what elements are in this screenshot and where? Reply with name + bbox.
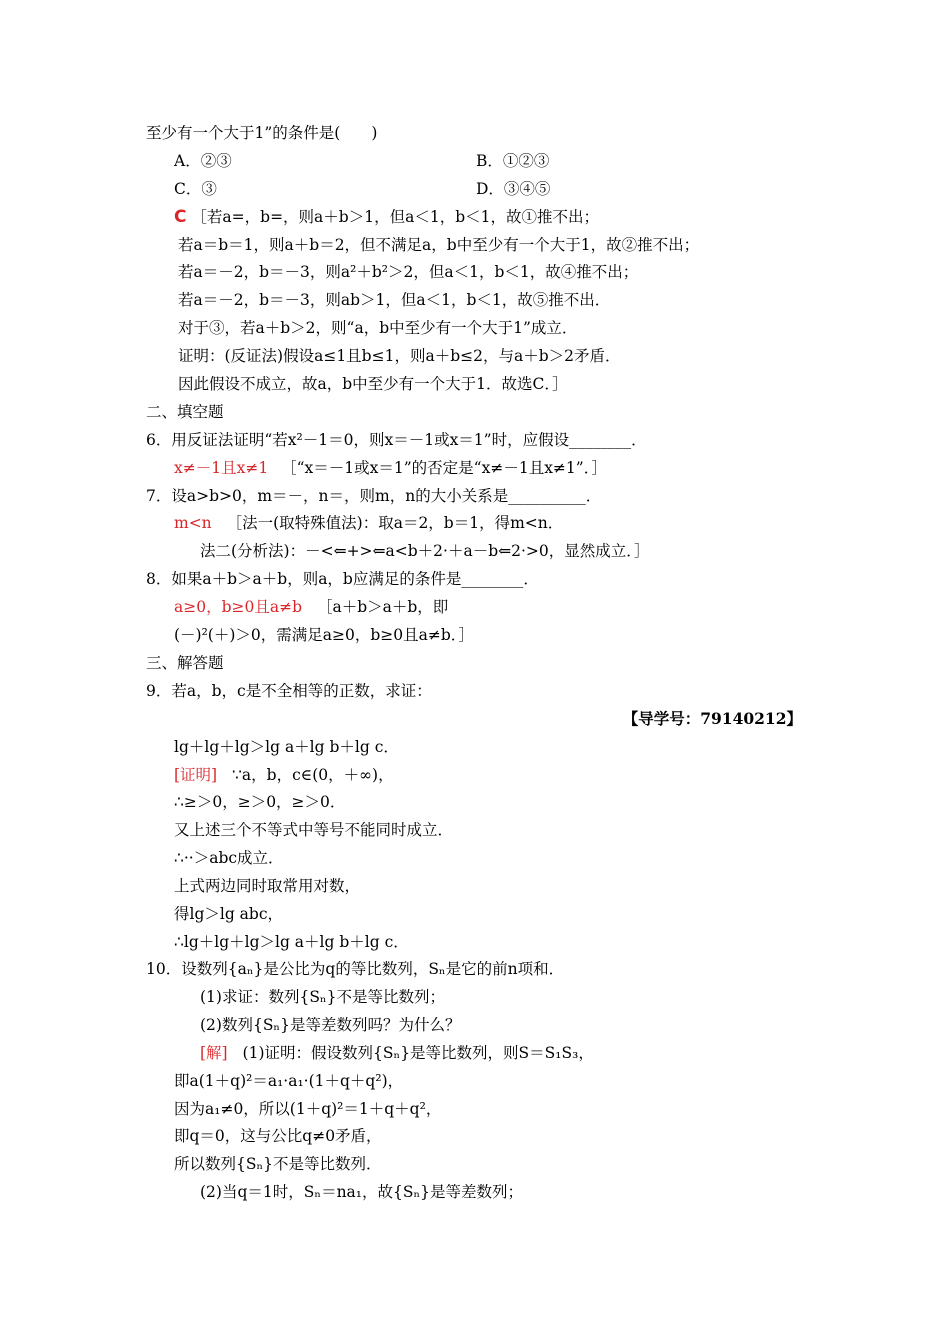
question-7: 7．设a>b>0，m＝－，n＝，则m，n的大小关系是__________． [146, 487, 602, 505]
solution-10-line-3: 因为a₁≠0，所以(1＋q)²＝1＋q＋q²， [174, 1100, 442, 1118]
proof-9-line-5: 上式两边同时取常用对数， [174, 877, 361, 895]
proof-9-line-4: ∴··＞abc成立． [174, 849, 284, 867]
proof-9-line-2: ∴≥＞0，≥＞0，≥＞0． [174, 793, 346, 811]
answer-5-line-2: 若a＝b＝1，则a＋b＝2，但不满足a，b中至少有一个大于1，故②推不出； [178, 236, 700, 254]
proof-9-line-6: 得lg＞lg abc， [174, 905, 284, 923]
answer-5-line-6: 证明：(反证法)假设a≤1且b≤1，则a＋b≤2，与a＋b＞2矛盾． [178, 347, 621, 365]
solution-10-line-1 [200, 1043, 594, 1063]
solution-10-line-4: 即q＝0，这与公比q≠0矛盾， [174, 1127, 382, 1145]
answer-5-line-1 [174, 207, 599, 227]
section-fill-in-heading: 二、填空题 [146, 403, 224, 421]
answer-5-line-4: 若a＝－2，b＝－3，则ab＞1，但a＜1，b＜1，故⑤推不出． [178, 291, 611, 309]
proof-9-line-7: ∴lg＋lg＋lg＞lg a＋lg b＋lg c． [174, 933, 409, 951]
guide-number: 【导学号：79140212】 [622, 709, 802, 728]
answer-8-explain: ［a＋b＞a＋b，即 [316, 598, 449, 616]
proof-label: [证明] [174, 766, 218, 784]
answer-8-line-2: (－)²(＋)＞0，需满足a≥0，b≥0且a≠b．］ [174, 626, 475, 644]
answer-7-line-2: 法二(分析法)：－<⇐+>⇐a<b＋2·＋a－b⇐2·>0，显然成立．］ [200, 542, 650, 560]
answer-6-explain: ［“x＝－1或x＝1”的否定是“x≠－1且x≠1”．］ [281, 459, 607, 477]
proof-9-line-1 [174, 765, 394, 785]
question-10-part-2: (2)数列{Sₙ}是等差数列吗？为什么？ [200, 1016, 461, 1034]
option-d: D．③④⑤ [476, 180, 551, 198]
answer-7-explain: ［法一(取特殊值法)：取a＝2，b＝1，得m<n． [226, 514, 564, 532]
proof-9-line-3: 又上述三个不等式中等号不能同时成立． [174, 821, 454, 839]
question-9-statement: lg＋lg＋lg＞lg a＋lg b＋lg c． [174, 738, 399, 756]
option-a: A．②③ [174, 152, 232, 170]
question-8: 8．如果a＋b＞a＋b，则a，b应满足的条件是________． [146, 570, 539, 588]
solution-10-text: (1)证明：假设数列{Sₙ}是等比数列，则S＝S₁S₃， [242, 1044, 594, 1062]
answer-8-line-1 [174, 597, 448, 617]
answer-5-line-3: 若a＝－2，b＝－3，则a²＋b²＞2，但a＜1，b＜1，故④推不出； [178, 263, 639, 281]
question-9: 9．若a，b，c是不全相等的正数，求证： [146, 682, 432, 700]
answer-7-key: m<n [174, 514, 212, 532]
answer-8-key: a≥0，b≥0且a≠b [174, 598, 303, 616]
answer-7-line-1 [174, 513, 563, 533]
section-solve-heading: 三、解答题 [146, 654, 224, 672]
answer-5-line-5: 对于③，若a＋b＞2，则“a，b中至少有一个大于1”成立． [178, 319, 578, 337]
solution-10-line-5: 所以数列{Sₙ}不是等比数列． [174, 1155, 382, 1173]
solution-label: [解] [200, 1044, 228, 1062]
question-5-condition: 至少有一个大于1”的条件是( ) [146, 124, 378, 142]
answer-5-label: C [174, 207, 187, 227]
solution-10-line-2: 即a(1＋q)²＝a₁·a₁·(1＋q＋q²)， [174, 1072, 404, 1090]
question-10-part-1: (1)求证：数列{Sₙ}不是等比数列； [200, 988, 446, 1006]
answer-6-key: x≠－1且x≠1 [174, 459, 269, 477]
option-b: B．①②③ [476, 152, 550, 170]
proof-9-text: ∵a，b，c∈(0，＋∞)， [232, 766, 394, 784]
question-6: 6．用反证法证明“若x²－1＝0，则x＝－1或x＝1”时，应假设________． [146, 431, 647, 449]
option-c: C．③ [174, 180, 217, 198]
answer-5-line-7: 因此假设不成立，故a，b中至少有一个大于1．故选C．］ [178, 375, 568, 393]
solution-10-line-6: (2)当q＝1时，Sₙ＝na₁，故{Sₙ}是等差数列； [200, 1183, 524, 1201]
answer-6 [174, 458, 607, 478]
answer-5-text: ［若a=，b=，则a＋b＞1，但a＜1，b＜1，故①推不出； [191, 208, 599, 226]
question-10: 10．设数列{aₙ}是公比为q的等比数列，Sₙ是它的前n项和． [146, 960, 565, 978]
